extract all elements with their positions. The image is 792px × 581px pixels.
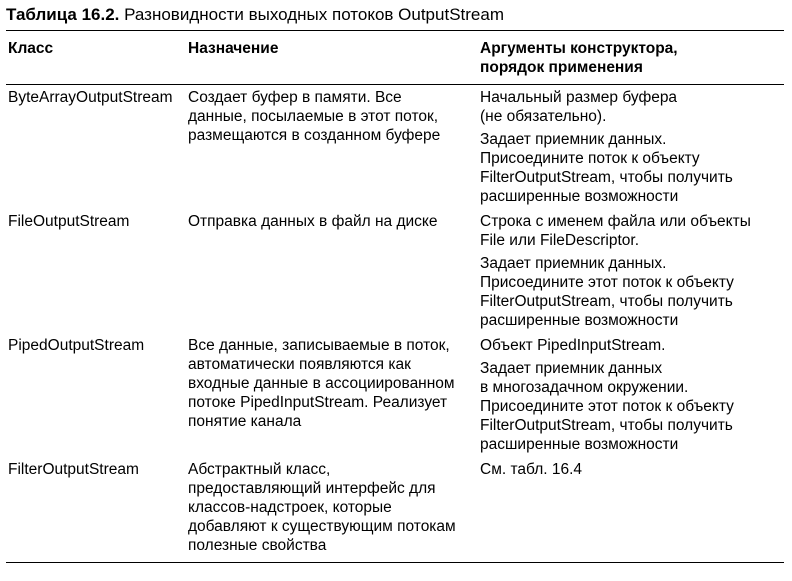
cell-purpose: Отправка данных в файл на диске [188,213,438,230]
cell-class: PipedOutputStream [8,337,145,354]
table-row [6,85,784,209]
table-row [6,209,784,333]
table-body [6,84,784,558]
cell-args [478,457,784,558]
args-paragraph: Строка с именем файла или объекты File или FileDescriptor. [480,213,751,249]
args-paragraph: Объект PipedInputStream. [480,337,666,354]
args-paragraph: Задает приемник данных в многозадачном окружении. Присоедините этот поток к объекту FilterOutputStream, чтобы получить расширенные возможности [480,360,734,453]
cell-purpose: Абстрактный класс, предоставляющий интерфейс для классов-надстроек, которые добавляют к существующим потокам полезные свойства [188,461,456,554]
cell-class: FileOutputStream [8,213,130,230]
cell-class: ByteArrayOutputStream [8,89,173,106]
cell-purpose: Все данные, записываемые в поток, автоматически появляются как входные данные в ассоциированном потоке PipedInputStream. Реализует понятие канала [188,337,455,430]
cell-args [478,85,784,209]
table-number: Таблица 16.2. [6,5,120,24]
cell-class: FilterOutputStream [8,461,139,478]
header-class: Класс [8,40,54,57]
output-streams-table [6,31,784,558]
cell-args [478,209,784,333]
table-row [6,457,784,558]
args-paragraph: См. табл. 16.4 [480,461,583,478]
args-paragraph: Начальный размер буфера (не обязательно). [480,89,678,125]
args-paragraph: Задает приемник данных. Присоедините этот поток к объекту FilterOutputStream, чтобы получить расширенные возможности [480,255,734,329]
header-purpose: Назначение [188,40,279,57]
header-row [6,31,784,84]
table-caption [6,4,784,26]
table-row [6,333,784,457]
table-block [6,4,784,563]
cell-purpose: Создает буфер в памяти. Все данные, посылаемые в этот поток, размещаются в созданном буфере [188,89,441,144]
table-title: Разновидности выходных потоков OutputStream [124,5,504,24]
header-args: Аргументы конструктора, порядок применения [480,40,678,76]
args-paragraph: Задает приемник данных. Присоедините поток к объекту FilterOutputStream, чтобы получить расширенные возможности [480,131,733,205]
cell-args [478,333,784,457]
bottom-rule [6,562,784,563]
